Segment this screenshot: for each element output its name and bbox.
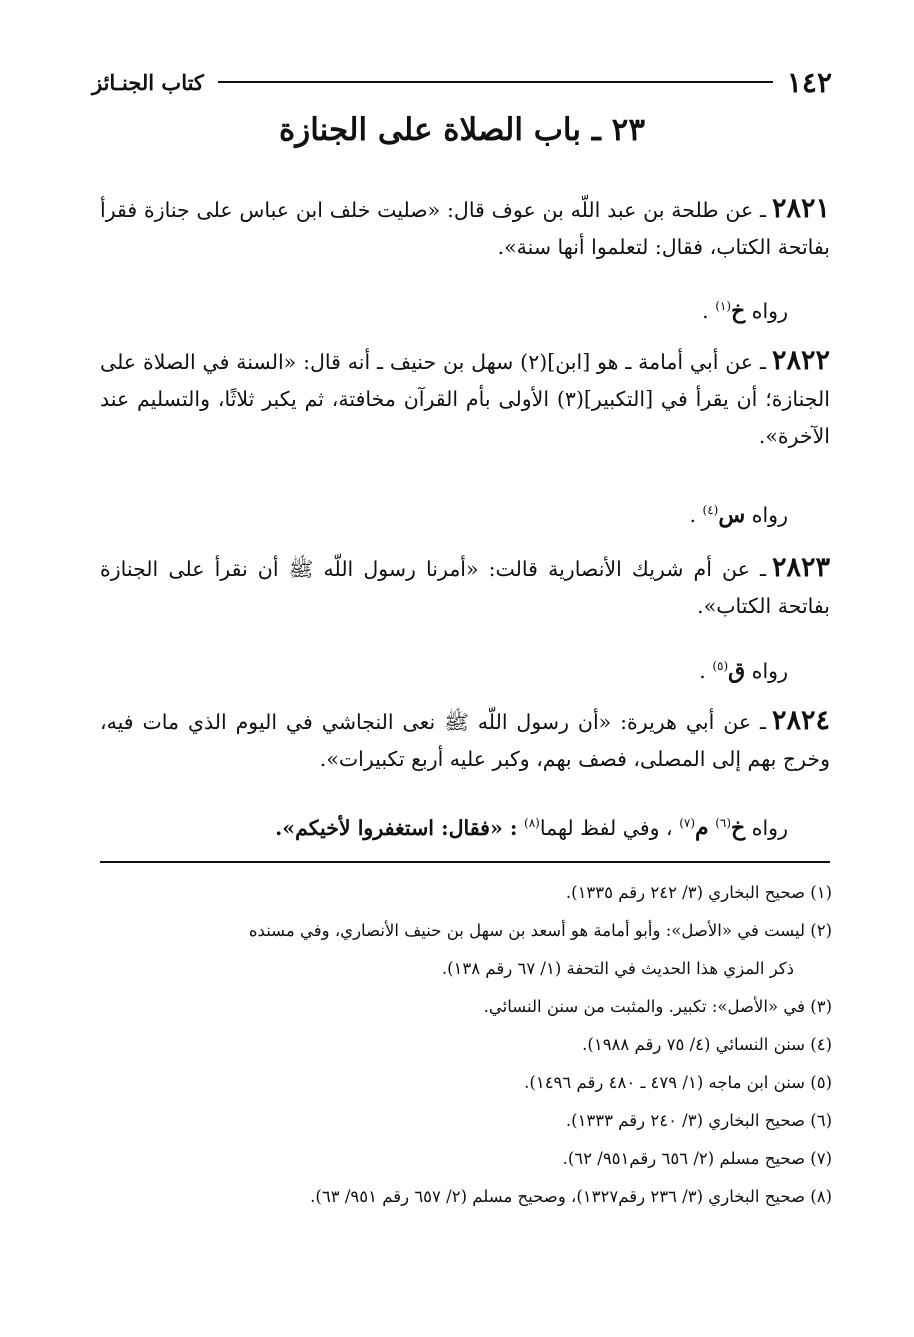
quoted-phrase: : «فقال: استغفروا لأخيكم». bbox=[275, 815, 518, 840]
footnote-8: (٨) صحيح البخاري (٣/ ٢٣٦ رقم١٣٢٧)، وصحيح مسلم (٢/ ٦٥٧ رقم ٩٥١/ ٦٣). bbox=[310, 1187, 832, 1206]
hadith-number: ٢٨٢٢ bbox=[771, 345, 830, 376]
footnote-mark: (١) bbox=[715, 299, 732, 313]
source-symbol-2: م bbox=[695, 814, 709, 841]
source-symbol: ق bbox=[728, 657, 746, 684]
hadith-number: ٢٨٢٤ bbox=[771, 705, 830, 736]
hadith-2824 bbox=[100, 702, 830, 778]
footnote-1: (١) صحيح البخاري (٣/ ٢٤٢ رقم ١٣٣٥). bbox=[565, 883, 832, 902]
hadith-number: ٢٨٢١ bbox=[771, 193, 830, 224]
hadith-2822 bbox=[100, 342, 830, 455]
source-symbol: س bbox=[718, 501, 746, 528]
hadith-text: ـ عن أبي أمامة ـ هو [ابن](٢) سهل بن حنيف ـ أنه قال: «السنة في الصلاة على الجنازة؛ أن يقرأ في [التكبير](٣) الأولى بأم القرآن مخافتة، ثم يكبر ثلاثًا، والتسليم عند الآخرة». bbox=[100, 350, 830, 448]
header-rule bbox=[218, 81, 773, 83]
hadith-2823-reference: رواه ق$^{(٥)}$ . bbox=[699, 657, 788, 684]
book-title: كتاب الجنـائز bbox=[92, 69, 204, 95]
footnotes bbox=[100, 874, 832, 1216]
hadith-text: ـ عن طلحة بن عبد اللّه بن عوف قال: «صليت خلف ابن عباس على جنازة فقرأ بفاتحة الكتاب، فقال: لتعلموا أنها سنة». bbox=[100, 198, 830, 259]
source-symbol: خ bbox=[731, 814, 746, 841]
page-header bbox=[92, 60, 832, 104]
chapter-title: ٢٣ ـ باب الصلاة على الجنازة bbox=[279, 112, 645, 148]
footnote-5: (٥) سنن ابن ماجه (١/ ٤٧٩ ـ ٤٨٠ رقم ١٤٩٦). bbox=[524, 1073, 832, 1092]
footnote-7: (٧) صحيح مسلم (٢/ ٦٥٦ رقم٩٥١/ ٦٢). bbox=[562, 1149, 832, 1168]
hadith-2824-reference: رواه خ$^{(٦)}$ م$^{(٧)}$ ، وفي لفظ لهما$^{(٨)}$ : «فقال: استغفروا لأخيكم». bbox=[275, 814, 788, 841]
hadith-2821 bbox=[100, 190, 830, 266]
footnote-mark: (٨) bbox=[524, 816, 540, 830]
footnote-2: (٢) ليست في «الأصل»: وأبو أمامة هو أسعد بن سهل بن حنيف الأنصاري، وفي مسنده bbox=[248, 921, 832, 940]
footnote-mark: (٧) bbox=[679, 816, 696, 830]
source-symbol: خ bbox=[731, 297, 746, 324]
hadith-2823 bbox=[100, 549, 830, 625]
footnote-6: (٦) صحيح البخاري (٣/ ٢٤٠ رقم ١٣٣٣). bbox=[565, 1111, 832, 1130]
footnote-3: (٣) في «الأصل»: تكبير. والمثبت من سنن النسائي. bbox=[483, 997, 832, 1016]
hadith-2822-reference: رواه س$^{(٤)}$ . bbox=[689, 501, 788, 528]
hadith-text: ـ عن أبي هريرة: «أن رسول اللّه ﷺ نعى النجاشي في اليوم الذي مات فيه، وخرج بهم إلى المصلى، فصف بهم، وكبر عليه أربع تكبيرات». bbox=[100, 710, 830, 771]
footnote-4: (٤) سنن النسائي (٤/ ٧٥ رقم ١٩٨٨). bbox=[582, 1035, 832, 1054]
footnote-mark: (٤) bbox=[702, 503, 719, 517]
footnote-mark: (٦) bbox=[715, 816, 732, 830]
footnote-2-continued: ذكر المزي هذا الحديث في التحفة (١/ ٦٧ رقم ١٣٨). bbox=[441, 959, 794, 978]
footnote-separator bbox=[100, 861, 830, 863]
hadith-number: ٢٨٢٣ bbox=[771, 552, 830, 583]
page-number: ١٤٢ bbox=[786, 65, 832, 99]
hadith-text: ـ عن أم شريك الأنصارية قالت: «أمرنا رسول اللّه ﷺ أن نقرأ على الجنازة بفاتحة الكتاب». bbox=[100, 557, 830, 618]
footnote-mark: (٥) bbox=[712, 659, 729, 673]
hadith-2821-reference: رواه خ$^{(١)}$ . bbox=[702, 297, 788, 324]
